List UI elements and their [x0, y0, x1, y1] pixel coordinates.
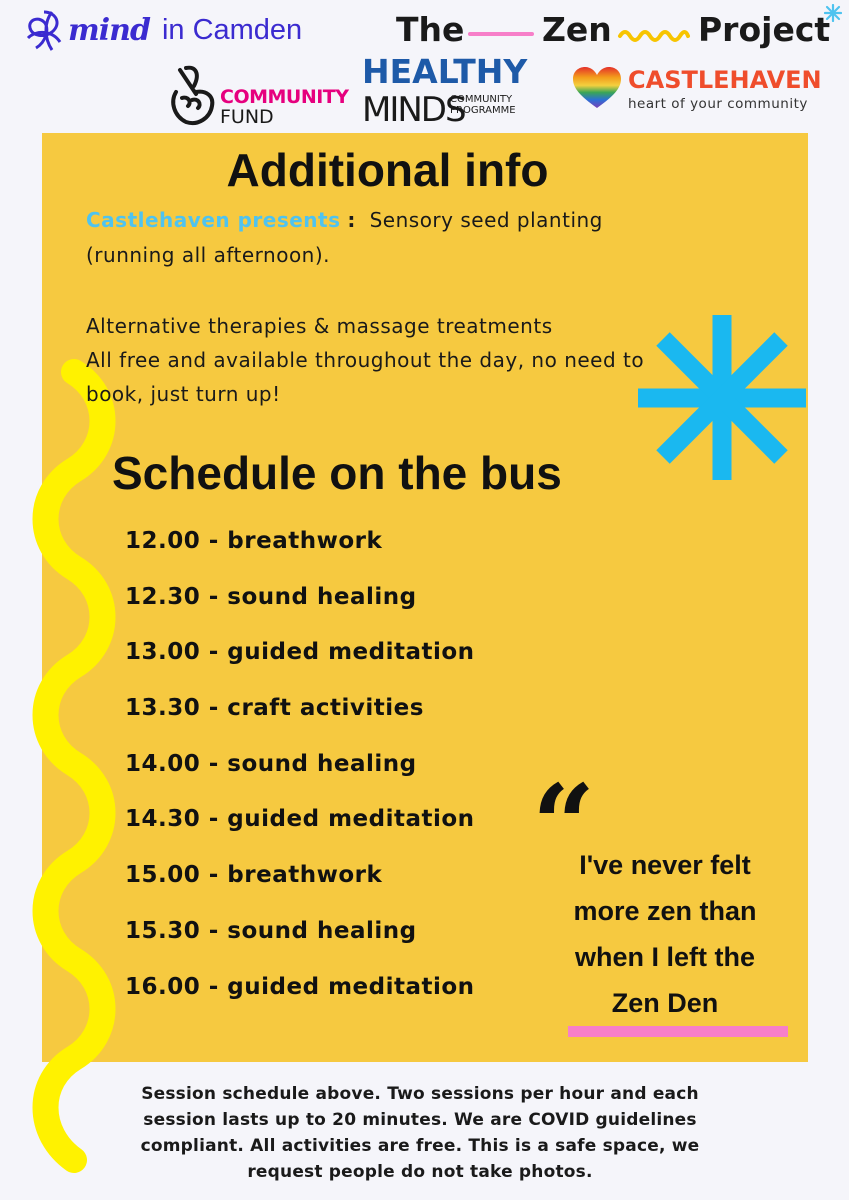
schedule-item: 15.30 - sound healing: [125, 917, 417, 944]
footer-note: [90, 1081, 750, 1185]
community-fund-line1: COMMUNITY: [220, 86, 349, 108]
mind-swirl-icon: [22, 8, 66, 52]
rainbow-heart-icon: [572, 66, 622, 110]
footer-line: session lasts up to 20 minutes. We are COVID guidelines: [143, 1110, 697, 1130]
healthy-minds-logo: [362, 52, 528, 132]
schedule-item: 14.00 - sound healing: [125, 750, 417, 777]
zen-project-logo: [396, 8, 841, 54]
quote-line: more zen than: [573, 896, 757, 926]
quote-underline: [568, 1026, 788, 1037]
yellow-wave-icon: [616, 18, 692, 48]
footer-line: request people do not take photos.: [247, 1162, 593, 1182]
mind-in-camden-logo: [22, 8, 302, 52]
schedule-item: 14.30 - guided meditation: [125, 806, 475, 833]
quote-mark-icon: “: [532, 760, 596, 889]
footer-line: compliant. All activities are free. This is a safe space, we: [140, 1136, 700, 1156]
zen-logo-the: The: [396, 10, 465, 49]
castlehaven-logo: [572, 62, 847, 118]
info-presenter-line: [86, 203, 603, 237]
crossed-fingers-icon: [166, 62, 220, 128]
schedule-item: 13.30 - craft activities: [125, 695, 424, 722]
schedule-list: [125, 528, 475, 1029]
schedule-item: 13.00 - guided meditation: [125, 639, 475, 666]
pink-line-icon: [466, 18, 536, 48]
seed-planting-text: Sensory seed planting: [369, 208, 603, 232]
mind-wordmark: mind: [68, 12, 150, 48]
schedule-item: 12.00 - breathwork: [125, 528, 383, 554]
community-fund-logo: [166, 62, 356, 130]
additional-info-title: Additional info: [226, 144, 549, 196]
schedule-item: 15.00 - breathwork: [125, 862, 383, 889]
turn-up-line: book, just turn up!: [86, 382, 281, 406]
castlehaven-tagline: heart of your community: [628, 96, 808, 112]
zen-logo-zen: Zen: [542, 10, 612, 49]
mind-location: in Camden: [161, 13, 303, 46]
healthy-minds-sub1: COMMUNITY: [450, 94, 513, 105]
small-asterisk-icon: [824, 4, 842, 22]
footer-line: Session schedule above. Two sessions per hour and each: [141, 1084, 699, 1104]
zen-logo-project: Project: [698, 10, 831, 49]
schedule-title: Schedule on the bus: [112, 447, 562, 499]
quote-line: when I left the: [574, 942, 755, 972]
schedule-item: 16.00 - guided meditation: [125, 973, 475, 1000]
castlehaven-name: CASTLEHAVEN: [628, 66, 822, 94]
running-note: (running all afternoon).: [86, 243, 331, 267]
quote-line: I've never felt: [579, 850, 751, 880]
community-fund-line2: FUND: [220, 106, 274, 128]
testimonial-quote: [548, 842, 782, 1026]
schedule-item: 12.30 - sound healing: [125, 583, 417, 610]
quote-line: Zen Den: [611, 988, 719, 1018]
availability-line: All free and available throughout the day, no need to: [86, 348, 645, 372]
presenter-name: Castlehaven presents: [86, 208, 341, 232]
healthy-minds-sub2: PROGRAMME: [450, 105, 516, 116]
healthy-minds-subtitle: [450, 94, 520, 116]
healthy-minds-line2: MINDS: [362, 90, 465, 130]
healthy-minds-line1: HEALTHY: [362, 52, 528, 91]
presenter-colon: :: [347, 208, 356, 232]
therapies-line: Alternative therapies & massage treatments: [86, 314, 553, 338]
